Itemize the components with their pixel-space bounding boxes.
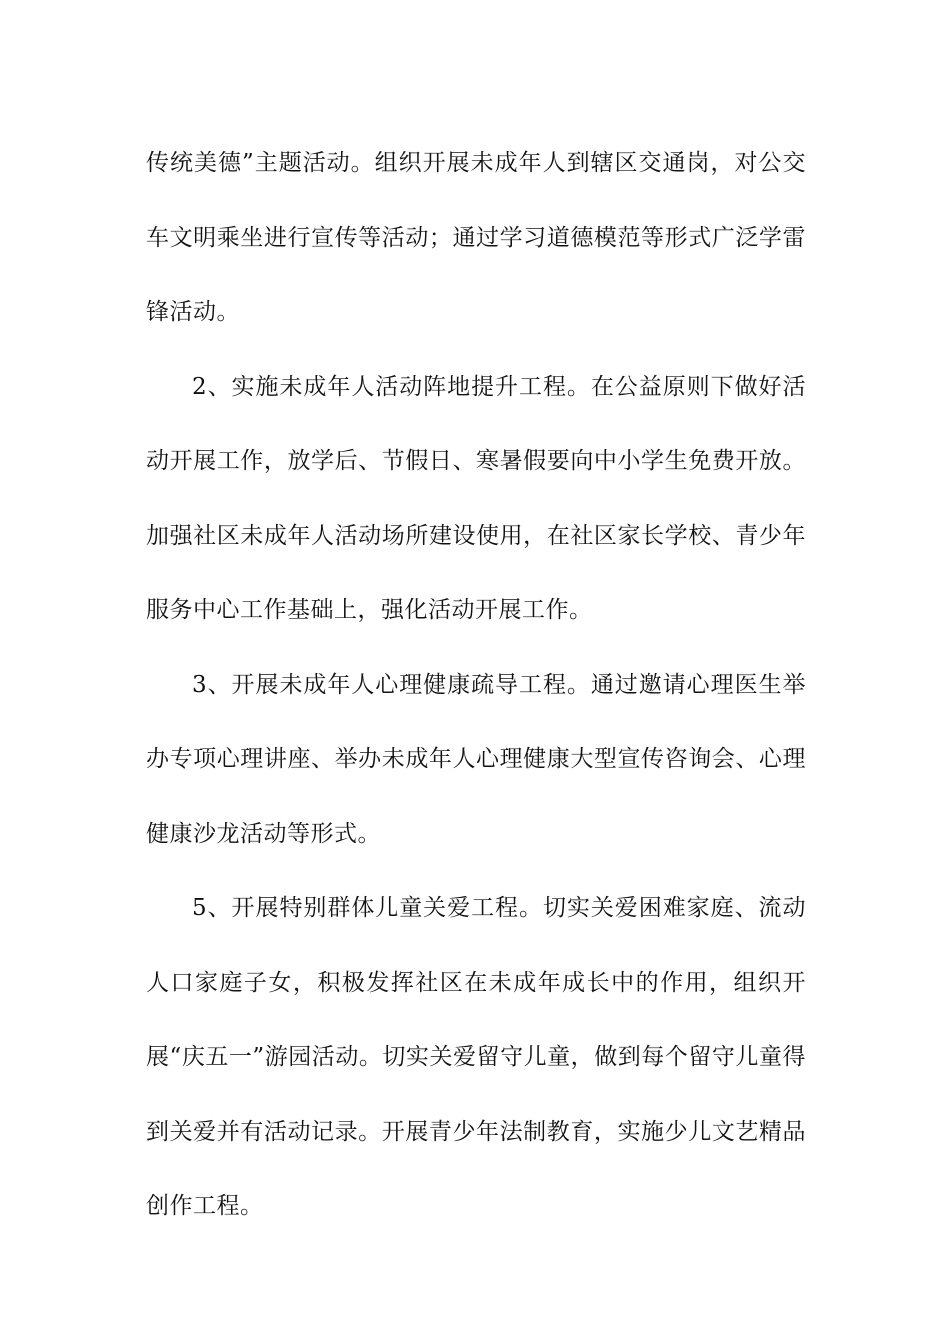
document-body — [146, 126, 806, 1244]
paragraph-item-3: 3、开展未成年人心理健康疏导工程。通过邀请心理医生举办专项心理讲座、举办未成年人心理健康大型宣传咨询会、心理健康沙龙活动等形式。 — [146, 671, 806, 847]
paragraph-item-2: 2、实施未成年人活动阵地提升工程。在公益原则下做好活动开展工作，放学后、节假日、寒暑假要向中小学生免费开放。加强社区未成年人活动场所建设使用，在社区家长学校、青少年服务中心工作基础上，强化活动开展工作。 — [146, 373, 806, 623]
paragraph-continuation: 传统美德”主题活动。组织开展未成年人到辖区交通岗，对公交车文明乘坐进行宣传等活动；通过学习道德模范等形式广泛学雷锋活动。 — [146, 150, 806, 325]
paragraph-item-5: 5、开展特别群体儿童关爱工程。切实关爱困难家庭、流动人口家庭子女，积极发挥社区在未成年成长中的作用，组织开展“庆五一”游园活动。切实关爱留守儿童，做到每个留守儿童得到关爱并有活动记录。开展青少年法制教育，实施少儿文艺精品创作工程。 — [146, 895, 806, 1219]
